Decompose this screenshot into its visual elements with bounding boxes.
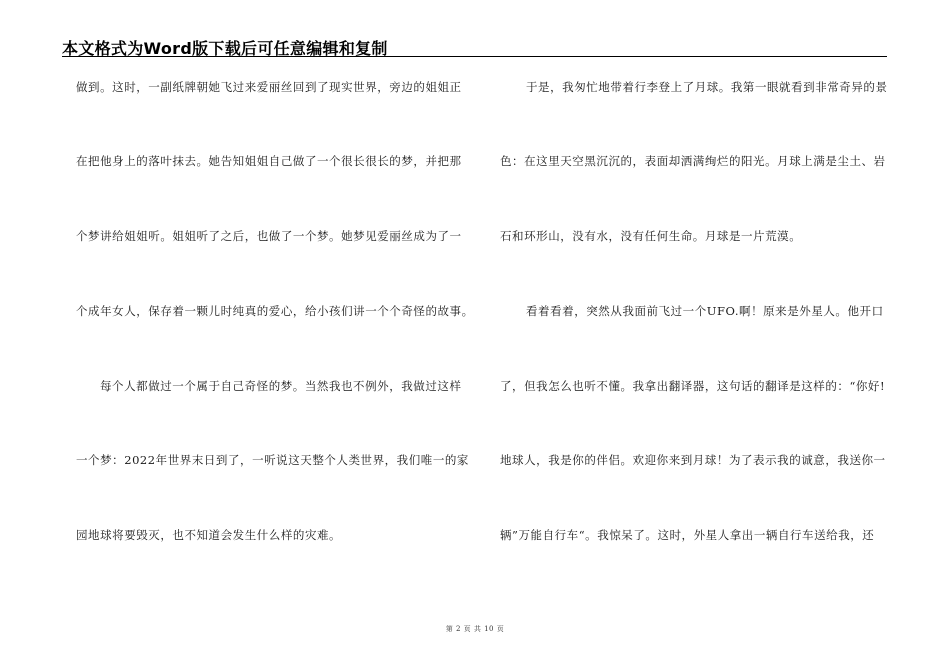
header-divider: [62, 56, 887, 57]
page-number-footer: 第 2 页 共 10 页: [445, 625, 505, 633]
right-line-2: 色：在这里天空黑沉沉的，表面却洒满绚烂的阳光。月球上满是尘土、岩: [500, 154, 886, 168]
right-line-6: 地球人，我是你的伴侣。欢迎你来到月球！为了表示我的诚意，我送你一: [500, 453, 886, 467]
left-line-2: 在把他身上的落叶抹去。她告知姐姐自己做了一个很长很长的梦，并把那: [76, 154, 462, 168]
right-line-7: 辆”万能自行车“。我惊呆了。这时，外星人拿出一辆自行车送给我，还: [500, 528, 875, 542]
left-line-5: 每个人都做过一个属于自己奇怪的梦。当然我也不例外，我做过这样: [100, 379, 462, 393]
left-line-3: 个梦讲给姐姐听。姐姐听了之后，也做了一个梦。她梦见爱丽丝成为了一: [76, 229, 462, 243]
left-line-1: 做到。这时，一副纸牌朝她飞过来爱丽丝回到了现实世界，旁边的姐姐正: [76, 80, 462, 94]
left-line-4: 个成年女人，保存着一颗儿时纯真的爱心，给小孩们讲一个个奇怪的故事。: [76, 304, 474, 318]
document-header-title: 本文格式为Word版下载后可任意编辑和复制: [62, 39, 388, 58]
right-line-4: 看着看着，突然从我面前飞过一个UFO.啊！原来是外星人。他开口: [526, 304, 884, 318]
left-line-6: 一个梦：2022年世界末日到了，一听说这天整个人类世界，我们唯一的家: [76, 453, 469, 467]
left-line-7: 园地球将要毁灭，也不知道会发生什么样的灾难。: [76, 528, 342, 542]
right-line-1: 于是，我匆忙地带着行李登上了月球。我第一眼就看到非常奇异的景: [526, 80, 888, 94]
right-line-5: 了，但我怎么也听不懂。我拿出翻译器，这句话的翻译是这样的：“你好!: [500, 379, 886, 393]
right-line-3: 石和环形山，没有水，没有任何生命。月球是一片荒漠。: [500, 229, 802, 243]
